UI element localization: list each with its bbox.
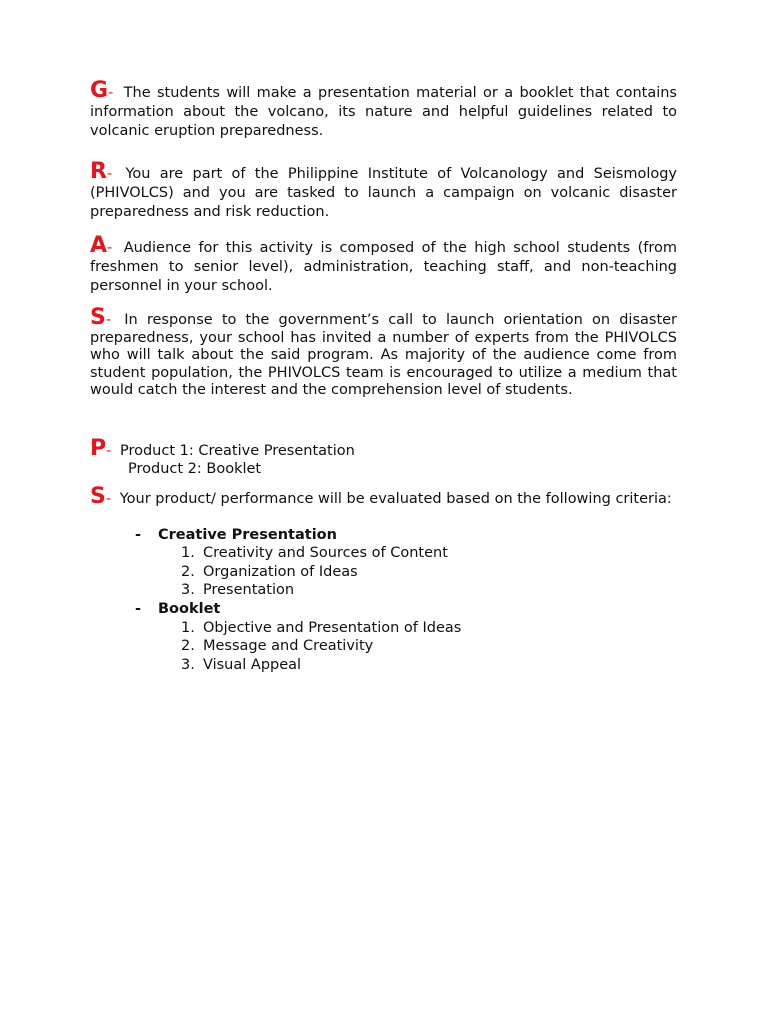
audience-section [90,233,678,296]
role-letter: R [90,159,107,184]
situation-text: In response to the government’s call to launch orientation on disaster preparedness, your school has invited a number of experts from the PHIVOLCS who will talk about the said program. As majority of the audience come from student population, the PHIVOLCS team is encouraged to utilize a medium that would catch the interest and the comprehension level of students. [90,312,678,398]
criteria-heading-text: Creative Presentation [158,527,337,543]
goal-text: The students will make a presentation material or a booklet that contains information about the volcano, its nature and helpful guidelines related to volcanic eruption preparedness. [90,85,677,139]
goal-letter: G [90,78,109,103]
criteria-item-number: 2. [181,638,195,654]
situation-letter: S [90,305,106,330]
criteria-item [181,656,301,675]
criteria-item-text: Creativity and Sources of Content [203,545,448,561]
situation-dash: - [105,312,112,328]
criteria-item [181,619,461,638]
role-dash: - [106,166,113,182]
criteria-item-number: 2. [181,564,195,580]
criteria-item-text: Presentation [203,582,295,598]
audience-dash: - [107,240,113,256]
criteria-item-number: 3. [181,657,195,673]
criteria-item-text: Objective and Presentation of Ideas [203,620,462,636]
standards-letter: S [90,484,106,509]
criteria-heading-text: Booklet [158,601,221,617]
audience-text: Audience for this activity is composed of the high school students (from freshmen to senior level), administration, teaching staff, and non-teaching personnel in your school. [90,240,678,294]
criteria-heading-presentation [135,526,337,545]
criteria-item [181,544,448,563]
situation-section [90,305,678,400]
criteria-item-text: Visual Appeal [203,657,302,673]
criteria-item-number: 3. [181,582,195,598]
product-line-1: Product 1: Creative Presentation [119,443,355,459]
criteria-item-text: Message and Creativity [203,638,374,654]
product-line-2: Product 2: Booklet [128,461,262,477]
criteria-heading-booklet [135,600,220,619]
role-text: You are part of the Philippine Institute of Volcanology and Seismology (PHIVOLCS) and you are tasked to launch a campaign on volcanic disaster preparedness and risk reduction. [90,166,677,220]
product-dash: - [106,443,112,459]
criteria-bullet: - [135,601,142,617]
criteria-item [181,637,373,656]
role-section [90,159,677,222]
standards-dash: - [105,491,112,507]
criteria-item [181,563,358,582]
criteria-item-number: 1. [181,620,195,636]
product-letter: P [90,436,107,461]
criteria-item [181,581,294,600]
criteria-item-number: 1. [181,545,195,561]
standards-text: Your product/ performance will be evaluated based on the following criteria: [119,491,672,507]
audience-letter: A [90,233,108,258]
product-section [90,436,677,461]
criteria-item-text: Organization of Ideas [203,564,358,580]
standards-section [90,484,677,509]
goal-section [90,78,677,141]
goal-dash: - [108,85,114,101]
criteria-bullet: - [135,527,142,543]
